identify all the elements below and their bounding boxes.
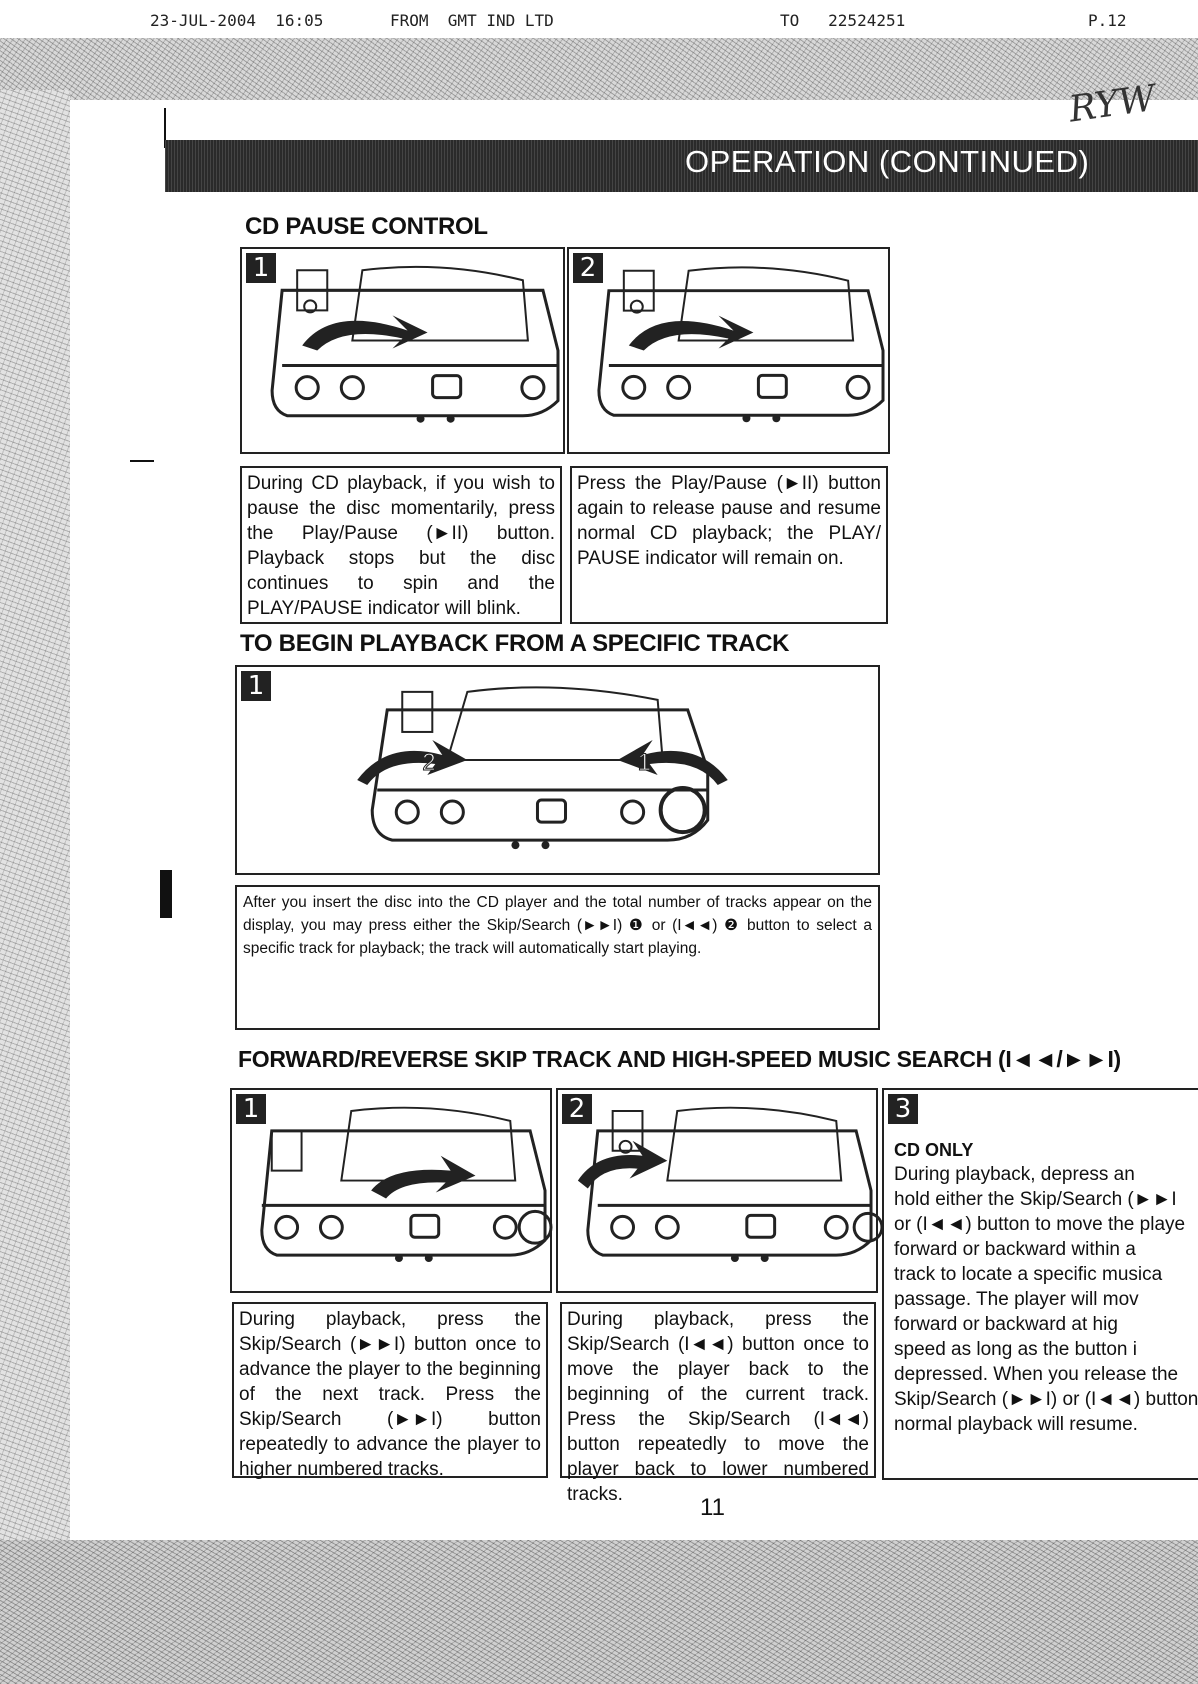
cd-player-illustration bbox=[558, 1090, 876, 1291]
cd-only-line: passage. The player will mov bbox=[894, 1289, 1139, 1310]
scan-noise-top bbox=[0, 38, 1198, 100]
step-badge: 2 bbox=[573, 253, 603, 283]
step-badge: 2 bbox=[562, 1094, 592, 1124]
cd-only-line: depressed. When you release the bbox=[894, 1364, 1179, 1385]
skip-search-step-3-panel bbox=[882, 1088, 1198, 1480]
cd-only-line: normal playback will resume. bbox=[894, 1414, 1138, 1435]
cd-only-line: hold either the Skip/Search (►►I bbox=[894, 1189, 1177, 1210]
cd-only-title: CD ONLY bbox=[894, 1140, 974, 1160]
step-badge: 1 bbox=[236, 1094, 266, 1124]
cd-only-line: speed as long as the button i bbox=[894, 1339, 1137, 1360]
scan-mark bbox=[130, 460, 154, 462]
skip-search-heading: FORWARD/REVERSE SKIP TRACK AND HIGH-SPEED MUSIC SEARCH (I◄◄/►►I) bbox=[238, 1046, 1121, 1072]
skip-search-figure-2 bbox=[556, 1088, 878, 1293]
cd-player-illustration bbox=[242, 249, 563, 452]
cd-only-line: Skip/Search (►►I) or (I◄◄) button bbox=[894, 1389, 1198, 1410]
fax-to: TO 22524251 bbox=[780, 11, 906, 30]
step-badge: 1 bbox=[241, 671, 271, 701]
banner-title: OPERATION (CONTINUED) bbox=[685, 144, 1090, 179]
specific-track-heading: TO BEGIN PLAYBACK FROM A SPECIFIC TRACK bbox=[240, 630, 790, 657]
section-banner bbox=[165, 140, 1198, 192]
arrow-label-1: 1 bbox=[637, 749, 651, 776]
cd-only-line: forward or backward within a bbox=[894, 1239, 1136, 1260]
cd-only-line: forward or backward at hig bbox=[894, 1314, 1118, 1335]
cd-pause-step-2-text: Press the Play/Pause (►II) button again to release pause and resume normal CD playback; the PLAY/ PAUSE indicator will remain on. bbox=[570, 466, 888, 624]
cd-only-line: During playback, depress an bbox=[894, 1164, 1135, 1185]
skip-search-step-1-text: During playback, press the Skip/Search (►►I) button once to advance the player to the beginning of the next track. Press the Skip/Search (►►I) button repeatedly to advance the player to higher numbered tracks. bbox=[232, 1302, 548, 1478]
specific-track-figure bbox=[235, 665, 880, 875]
cd-player-illustration bbox=[232, 1090, 550, 1291]
step-badge: 1 bbox=[246, 253, 276, 283]
cd-player-illustration bbox=[237, 667, 878, 873]
handwritten-mark: RYW bbox=[1066, 77, 1158, 131]
page-number: 11 bbox=[700, 1494, 725, 1521]
fax-date-time: 23-JUL-2004 16:05 bbox=[150, 11, 324, 30]
scan-mark bbox=[160, 870, 172, 918]
cd-pause-figure-2 bbox=[567, 247, 890, 454]
cd-only-line: or (I◄◄) button to move the playe bbox=[894, 1214, 1186, 1235]
fax-page: P.12 bbox=[1088, 11, 1127, 30]
cd-pause-heading: CD PAUSE CONTROL bbox=[245, 213, 488, 240]
fax-header bbox=[150, 8, 1158, 32]
step-badge: 3 bbox=[888, 1094, 918, 1124]
scan-noise-left bbox=[0, 90, 70, 1550]
cd-only-line: track to locate a specific musica bbox=[894, 1264, 1163, 1285]
cd-pause-figure-1 bbox=[240, 247, 565, 454]
fax-from: FROM GMT IND LTD bbox=[390, 11, 554, 30]
scan-noise-bottom bbox=[0, 1540, 1198, 1684]
specific-track-text: After you insert the disc into the CD player and the total number of tracks appear on the display, you may press either the Skip/Search (►►I) ❶ or (I◄◄) ❷ button to select a specific track for playback; the track will automatically start playing. bbox=[235, 885, 880, 1030]
skip-search-step-2-text: During playback, press the Skip/Search (I◄◄) button once to move the player back to the beginning of the current track. Press the Skip/Search (I◄◄) button repeatedly to move the player back to lower numbered tracks. bbox=[560, 1302, 876, 1478]
cd-player-illustration bbox=[569, 249, 888, 452]
cd-pause-step-1-text: During CD playback, if you wish to pause the disc momentarily, press the Play/Pause (►II) button. Playback stops but the disc continues to spin and the PLAY/PAUSE indicator will blink. bbox=[240, 466, 562, 624]
arrow-label-2: 2 bbox=[422, 749, 436, 776]
skip-search-figure-1 bbox=[230, 1088, 552, 1293]
